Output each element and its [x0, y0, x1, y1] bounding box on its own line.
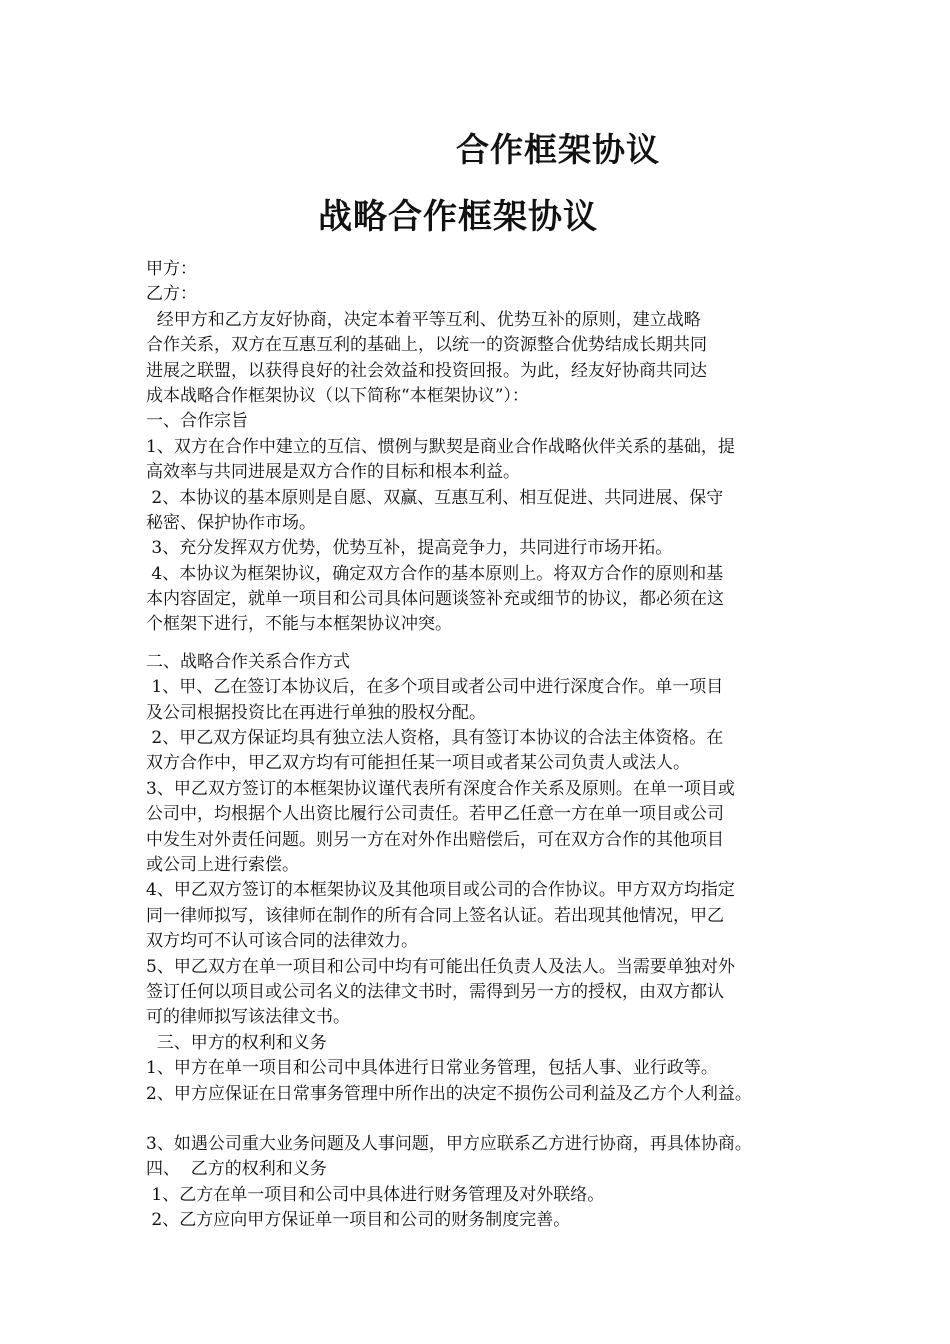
body-line: 2、甲乙双方保证均具有独立法人资格，具有签订本协议的合法主体资格。在: [146, 728, 724, 749]
section-heading: 一、合作宗旨: [146, 411, 248, 432]
body-line: 2、乙方应向甲方保证单一项目和公司的财务制度完善。: [146, 1210, 571, 1231]
body-line: 成本战略合作框架协议（以下简称“本框架协议”）：: [146, 385, 529, 406]
body-line: 双方均可不认可该合同的法律效力。: [146, 931, 418, 952]
body-line: 1、甲、乙在签订本协议后，在多个项目或者公司中进行深度合作。单一项目: [146, 677, 724, 698]
body-line: 3、充分发挥双方优势，优势互补，提高竞争力，共同进行市场开拓。: [146, 538, 673, 559]
document-body: [146, 257, 816, 1233]
body-line: 合作关系，双方在互惠互利的基础上，以统一的资源整合优势结成长期共同: [146, 335, 707, 356]
body-line: 1、甲方在单一项目和公司中具体进行日常业务管理，包括人事、业行政等。: [146, 1058, 718, 1079]
paragraph-gap: [146, 638, 816, 650]
body-line: 高效率与共同进展是双方合作的目标和根本利益。: [146, 462, 520, 483]
body-line: 个框架下进行，不能与本框架协议冲突。: [146, 614, 452, 635]
body-line: 中发生对外责任问题。则另一方在对外作出赔偿后，可在双方合作的其他项目: [146, 829, 724, 850]
body-line: 4、本协议为框架协议，确定双方合作的基本原则上。将双方合作的原则和基: [146, 563, 724, 584]
body-line: 3、如遇公司重大业务问题及人事问题，甲方应联系乙方进行协商，再具体协商。: [146, 1133, 752, 1154]
body-line: 5、甲乙双方在单一项目和公司中均有可能出任负责人及法人。当需要单独对外: [146, 956, 735, 977]
body-line: 秘密、保护协作市场。: [146, 512, 316, 533]
body-line: 经甲方和乙方友好协商，决定本着平等互利、优势互补的原则，建立战略: [146, 309, 701, 330]
body-line: 进展之联盟，以获得良好的社会效益和投资回报。为此，经友好协商共同达: [146, 360, 707, 381]
paragraph-gap: [146, 1107, 816, 1132]
body-line: 可的律师拟写该法律文书。: [146, 1007, 350, 1028]
body-line: 及公司根据投资比在再进行单独的股权分配。: [146, 702, 486, 723]
party-b-label: 乙方：: [146, 284, 197, 305]
section-heading: 二、战略合作关系合作方式: [146, 651, 350, 672]
body-line: 4、甲乙双方签订的本框架协议及其他项目或公司的合作协议。甲方双方均指定: [146, 880, 735, 901]
body-line: 2、甲方应保证在日常事务管理中所作出的决定不损伤公司利益及乙方个人利益。: [146, 1083, 752, 1104]
body-line: 签订任何以项目或公司名义的法律文书时，需得到另一方的授权，由双方都认: [146, 981, 724, 1002]
body-line: 双方合作中，甲乙双方均有可能担任某一项目或者某公司负责人或法人。: [146, 753, 690, 774]
section-heading: 三、甲方的权利和义务: [146, 1032, 327, 1053]
section-heading: 四、 乙方的权利和义务: [146, 1159, 327, 1180]
body-line: 本内容固定，就单一项目和公司具体问题谈签补充或细节的协议，都必须在这: [146, 589, 724, 610]
body-line: 公司中，均根据个人出资比履行公司责任。若甲乙任意一方在单一项目或公司: [146, 804, 724, 825]
document-title: 合作框架协议: [456, 130, 660, 169]
body-line: 1、乙方在单一项目和公司中具体进行财务管理及对外联络。: [146, 1184, 605, 1205]
party-a-label: 甲方：: [146, 259, 197, 279]
body-line: 同一律师拟写，该律师在制作的所有合同上签名认证。若出现其他情况，甲乙: [146, 905, 724, 926]
body-line: 1、双方在合作中建立的互信、惯例与默契是商业合作战略伙伴关系的基础，提: [146, 436, 735, 457]
body-line: 2、本协议的基本原则是自愿、双赢、互惠互利、相互促进、共同进展、保守: [146, 487, 724, 508]
body-line: 或公司上进行索偿。: [146, 854, 299, 875]
document-subtitle: 战略合作框架协议: [318, 197, 598, 237]
body-line: 3、甲乙双方签订的本框架协议谨代表所有深度合作关系及原则。在单一项目或: [146, 778, 735, 799]
